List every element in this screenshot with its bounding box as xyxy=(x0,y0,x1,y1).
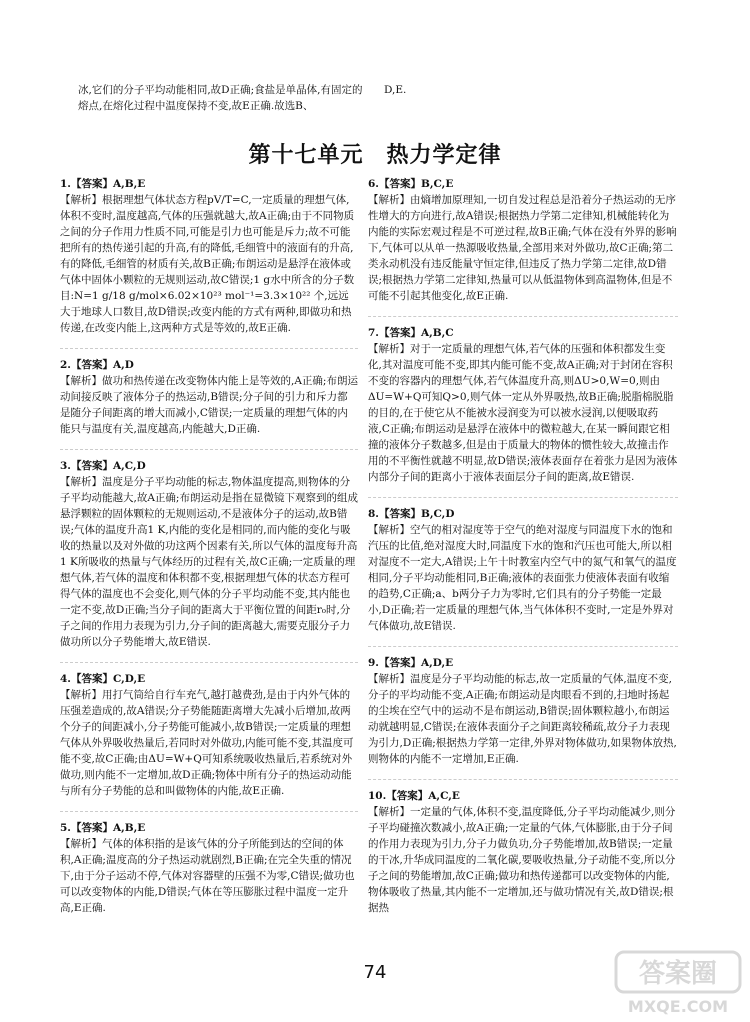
answer-item xyxy=(60,671,358,799)
watermark-logo xyxy=(614,948,742,1018)
divider xyxy=(368,497,678,498)
answer-key: 8.【答案】B,C,D xyxy=(368,508,455,520)
divider xyxy=(60,348,358,349)
divider xyxy=(60,811,358,812)
divider xyxy=(60,449,358,450)
answer-key: 9.【答案】A,D,E xyxy=(368,657,454,669)
divider xyxy=(368,316,678,317)
answer-key: 4.【答案】C,D,E xyxy=(60,673,146,685)
right-column xyxy=(368,176,678,928)
answer-item xyxy=(60,458,358,650)
svg-text:答案圈: 答案圈 xyxy=(638,959,718,989)
answer-item xyxy=(60,176,358,336)
explanation: 【解析】由熵增加原理知,一切自发过程总是沿着分子热运动的无序性增大的方向进行,故A错误;根据热力学第二定律知,机械能转化为内能的实际宏观过程是不可逆过程,故B正确;气体在没有外界的影响下,气体可以从单一热源吸收热量,全部用来对外做功,故C正确;第二类永动机没有违反能量守恒定律,但违反了热力学第二定律,故D错误;根据热力学第二定律知,热量可以从低温物体到高温物体,但是不可能不引起其他变化,故E正确. xyxy=(368,194,677,302)
answer-item xyxy=(368,176,678,304)
answer-item xyxy=(368,506,678,634)
left-column xyxy=(60,176,358,928)
answer-item xyxy=(368,655,678,767)
answer-key: 2.【答案】A,D xyxy=(60,359,134,371)
explanation: 【解析】做功和热传递在改变物体内能上是等效的,A正确;布朗运动间接反映了液体分子的热运动,B错误;分子间的引力和斥力都是随分子间距离的增大而减小,C错误;一定质量的理想气体的内能只与温度有关,温度越高,内能越大,D正确. xyxy=(60,375,358,435)
answer-key: 6.【答案】B,C,E xyxy=(368,178,454,190)
page-number: 74 xyxy=(363,962,387,983)
explanation: 【解析】对于一定质量的理想气体,若气体的压强和体积都发生变化,其对温度可能不变,即其内能可能不变,故A正确;对于封闭在容积不变的容器内的理想气体,若气体温度升高,则ΔU>0,W=0,则由ΔU=W+Q可知Q>0,则气体一定从外界吸热,故B正确;脱脂棉脱脂的目的,在于使它从不能被水浸润变为可以被水浸润,以便吸取药液,C正确;布朗运动是悬浮在液体中的微粒越大,在某一瞬间跟它相撞的液体分子数越多,但是由于质量大的物体的惯性较大,故撞击作用的不平衡性就越不明显,故D错误;液体表面存在着张力是因为液体内部分子间的距离小于液体表面层分子间的距离,故E错误. xyxy=(368,343,678,483)
divider xyxy=(368,646,678,647)
unit-title: 第十七单元 热力学定律 xyxy=(248,143,502,168)
carryover-text-right: D,E. xyxy=(384,84,407,96)
explanation: 【解析】根据理想气体状态方程pV/T=C,一定质量的理想气体,体积不变时,温度越高,气体的压强就越大,故A正确;由于不同物质之间的分子作用力性质不同,可能是引力也可能是斥力;故不可能把所有的热传递引起的升高,有的降低,毛细管中的液面有的升高,有的降低,毛细管的材质有关,故B正确;布朗运动是悬浮在液体或气体中固体小颗粒的无规则运动,故C错误;1 g水中所含的分子数目:N=1 g/18 g/mol×6.02×10²³ mol⁻¹=3.3×10²² 个,远远大于地球人口数目,故D错误;改变内能的方式有两种,即做功和热传递,在改变内能上,这两种方式是等效的,故E正确. xyxy=(60,194,355,334)
answer-item xyxy=(368,788,678,916)
svg-text:MXQE.COM: MXQE.COM xyxy=(627,997,729,1016)
explanation: 【解析】温度是分子平均动能的标志,物体温度提高,则物体的分子平均动能越大,故A正确;布朗运动是指在显微镜下观察到的组成悬浮颗粒的固体颗粒的无规则运动,不是液体分子的运动,故B错误;气体的温度升高1 K,内能的变化是相同的,而内能的变化与吸收的热量以及对外做的功这两个因素有关,所以气体的温度每升高1 K所吸收的热量与气体经历的过程有关,故C正确;一定质量的理想气体,若气体的温度和体积都不变,根据理想气体的状态方程可得气体的温度也不会变化,则气体的分子平均动能不变,其内能也一定不变,故D正确;当分子间的距离大于平衡位置的间距r₀时,分子之间的作用力表现为引力,分子间的距离越大,需要克服分子力做功所以分子势能增大,故E错误. xyxy=(60,476,358,648)
explanation: 【解析】用打气筒给自行车充气,越打越费劲,是由于内外气体的压强差造成的,故A错误;分子势能随距离增大先减小后增加,故两个分子的间距减小,分子势能可能减小,故B错误;一定质量的理想气体从外界吸收热量后,若同时对外做功,内能可能不变,其温度可能不变,故C正确;由ΔU=W+Q可知系统吸收热量后,若系统对外做功,则内能不一定增加,故D正确;物体中所有分子的热运动动能与所有分子势能的总和叫做物体的内能,故E正确. xyxy=(60,689,354,797)
divider xyxy=(368,779,678,780)
answer-key: 5.【答案】A,B,E xyxy=(60,822,146,834)
carryover-text-left: 冰,它们的分子平均动能相同,故D正确;食盐是单晶体,有固定的熔点,在熔化过程中温度保持不变,故E正确.故选B、 xyxy=(78,84,363,112)
explanation: 【解析】气体的体积指的是该气体的分子所能到达的空间的体积,A正确;温度高的分子热运动就剧烈,B正确;在完全失重的情况下,由于分子运动不停,气体对容器壁的压强不为零,C错误;做功也可以改变物体的内能,D错误;气体在等压膨胀过程中温度一定升高,E正确. xyxy=(60,838,355,914)
answer-item xyxy=(60,820,358,916)
explanation: 【解析】温度是分子平均动能的标志,故一定质量的气体,温度不变,分子的平均动能不变,A正确;布朗运动是肉眼看不到的,扫地时扬起的尘埃在空气中的运动不是布朗运动,B错误;固体颗粒越小,布朗运动就越明显,C错误;在液体表面分子之间距离较稀疏,故分子力表现为引力,D正确;根据热力学第一定律,外界对物体做功,如果物体放热,则物体的内能不一定增加,E正确. xyxy=(368,673,677,765)
explanation: 【解析】空气的相对湿度等于空气的绝对湿度与同温度下水的饱和汽压的比值,绝对湿度大时,同温度下水的饱和汽压也可能大,所以相对湿度不一定大,A错误;上午十时教室内空气中的氮气和氧气的温度相同,分子平均动能相同,B正确;液体的表面张力使液体表面有收缩的趋势,C正确;a、b两分子力为零时,它们具有的分子势能一定最小,D正确;若一定质量的理想气体,当气体体积不变时,一定是外界对气体做功,故E错误. xyxy=(368,524,677,632)
answer-item xyxy=(60,357,358,437)
explanation: 【解析】一定量的气体,体积不变,温度降低,分子平均动能减少,则分子平均碰撞次数减小,故A正确;一定量的气体,气体膨胀,由于分子间的作用力表现为引力,分子力做负功,分子势能增加,故B错误;一定量的干冰,升华成同温度的二氧化碳,要吸收热量,分子动能不变,所以分子之间的势能增加,故C正确;做功和热传递都可以改变物体的内能,物体吸收了热量,其内能不一定增加,还与做功情况有关,故D错误;根据热 xyxy=(368,806,676,914)
answer-key: 3.【答案】A,C,D xyxy=(60,460,146,472)
divider xyxy=(60,662,358,663)
answer-item xyxy=(368,325,678,485)
answer-key: 10.【答案】A,C,E xyxy=(368,790,460,802)
answer-key: 1.【答案】A,B,E xyxy=(60,178,146,190)
answer-key: 7.【答案】A,B,C xyxy=(368,327,454,339)
